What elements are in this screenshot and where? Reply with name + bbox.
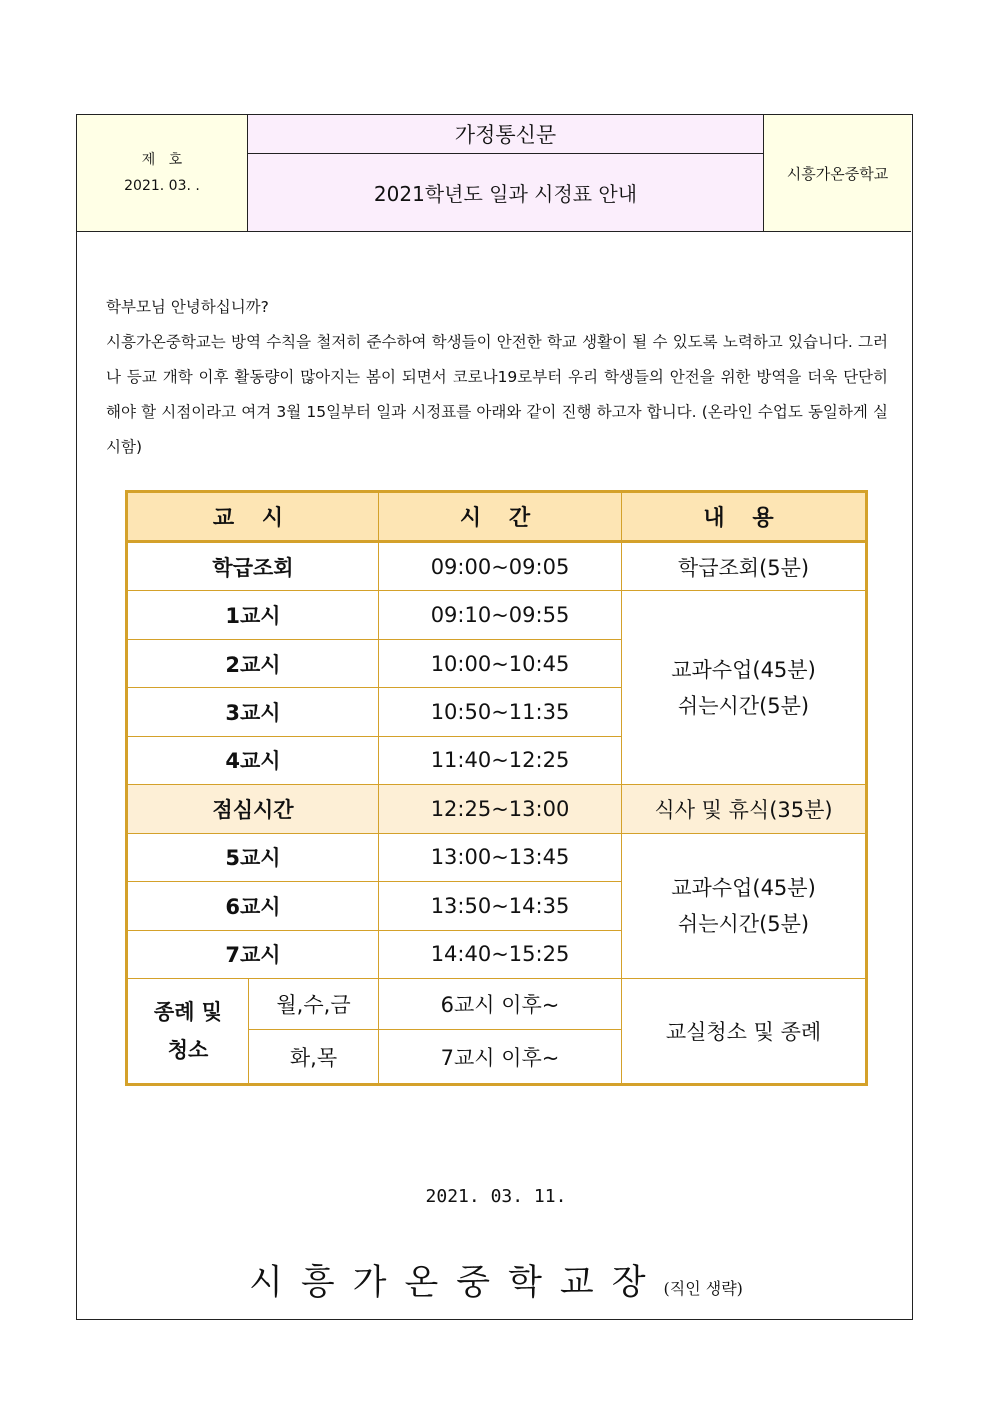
school-name: 시흥가온중학교 <box>764 115 911 231</box>
period-cell: 6교시 <box>127 882 379 930</box>
time-cell: 09:00~09:05 <box>379 542 622 591</box>
closing-label-line: 종례 및 <box>153 999 223 1024</box>
content-line: 교과수업(45분) <box>671 875 816 900</box>
issue-date: 2021. 03. . <box>124 178 200 194</box>
content-line: 쉬는시간(5분) <box>677 911 810 936</box>
seal-note: (직인 생략) <box>663 1279 743 1298</box>
period-cell: 7교시 <box>127 930 379 978</box>
period-cell: 1교시 <box>127 591 379 639</box>
days-cell: 화,목 <box>249 1030 379 1085</box>
intro-body: 시흥가온중학교는 방역 수칙을 철저히 준수하여 학생들이 안전한 학교 생활이 될 수 있도록 노력하고 있습니다. 그러나 등교 개학 이후 활동량이 많아지는 봄이 되면서 코로나19로부터 우리 학생들의 안전을 위한 방역을 더욱 단단히 해야 할 시점이라고 여겨 3월 15일부터 일과 시정표를 아래와 같이 진행 하고자 합니다. (온라인 수업도 동일하게 실시함) <box>106 333 888 456</box>
doc-type: 가정통신문 <box>248 115 763 154</box>
days-cell: 월,수,금 <box>249 978 379 1029</box>
period-cell: 4교시 <box>127 736 379 784</box>
content-line: 교과수업(45분) <box>671 657 816 682</box>
doc-title: 2021학년도 일과 시정표 안내 <box>373 182 638 206</box>
table-row <box>127 591 867 639</box>
intro-text <box>106 290 888 465</box>
closing-row-a <box>127 978 867 1029</box>
lunch-row <box>127 785 867 833</box>
time-cell: 10:50~11:35 <box>379 688 622 736</box>
header-period: 교 시 <box>127 492 379 542</box>
table-row <box>127 542 867 591</box>
time-cell: 7교시 이후~ <box>379 1030 622 1085</box>
principal-signature <box>0 1255 992 1305</box>
time-cell: 6교시 이후~ <box>379 978 622 1029</box>
time-cell: 11:40~12:25 <box>379 736 622 784</box>
time-cell: 12:25~13:00 <box>379 785 622 833</box>
table-header-row <box>127 492 867 542</box>
content-cell: 학급조회(5분) <box>622 542 867 591</box>
closing-label-cell <box>127 978 249 1084</box>
period-cell: 3교시 <box>127 688 379 736</box>
closing-label-line: 청소 <box>167 1037 209 1062</box>
title-box <box>248 115 764 231</box>
period-cell: 학급조회 <box>127 542 379 591</box>
time-cell: 10:00~10:45 <box>379 639 622 687</box>
time-cell: 13:00~13:45 <box>379 833 622 881</box>
issue-info <box>77 115 248 231</box>
period-cell: 2교시 <box>127 639 379 687</box>
greeting: 학부모님 안녕하십니까? <box>106 298 269 316</box>
content-line: 쉬는시간(5분) <box>677 693 810 718</box>
table-row <box>127 833 867 881</box>
number-label: 제 호 <box>141 152 183 168</box>
time-cell: 14:40~15:25 <box>379 930 622 978</box>
schedule-table <box>125 490 868 1086</box>
header-content: 내 용 <box>622 492 867 542</box>
principal-name: 시흥가온중학교장 <box>249 1263 664 1303</box>
letter-header <box>77 115 911 232</box>
time-cell: 13:50~14:35 <box>379 882 622 930</box>
closing-content-cell: 교실청소 및 종례 <box>622 978 867 1084</box>
header-time: 시 간 <box>379 492 622 542</box>
morning-content-cell <box>622 591 867 785</box>
period-cell: 점심시간 <box>127 785 379 833</box>
afternoon-content-cell <box>622 833 867 978</box>
content-cell: 식사 및 휴식(35분) <box>622 785 867 833</box>
period-cell: 5교시 <box>127 833 379 881</box>
footer-date: 2021. 03. 11. <box>425 1186 567 1207</box>
time-cell: 09:10~09:55 <box>379 591 622 639</box>
